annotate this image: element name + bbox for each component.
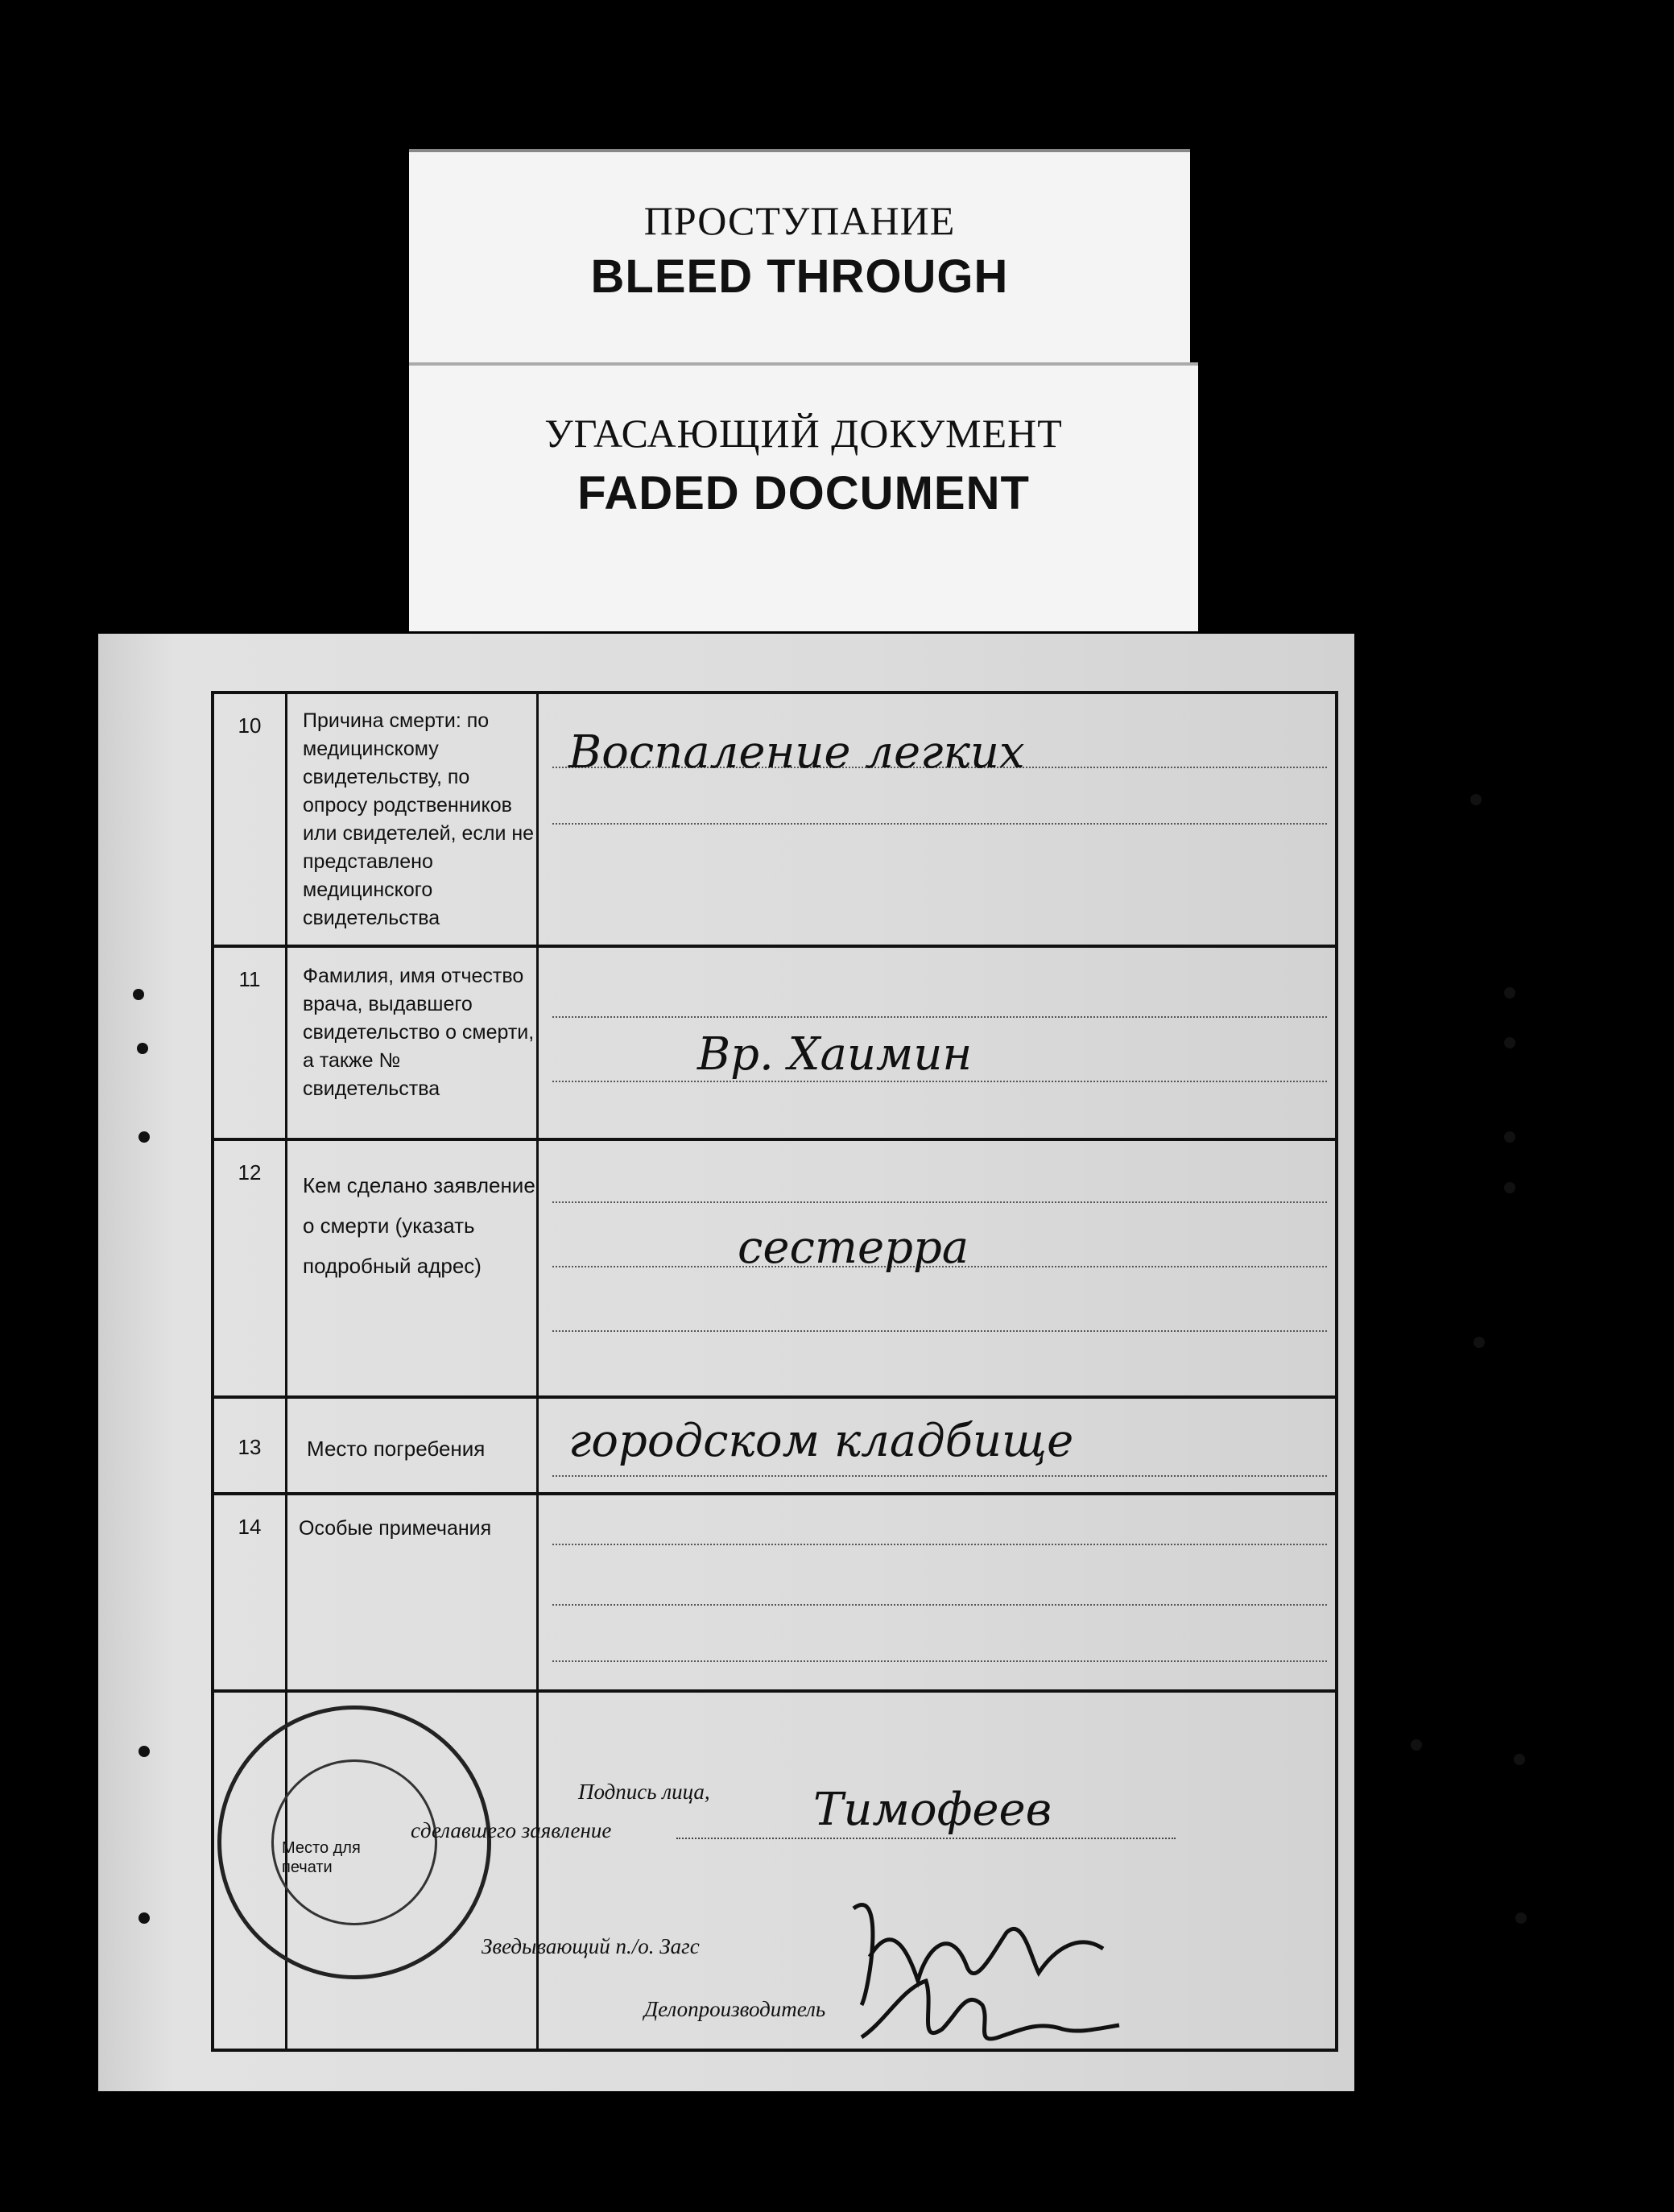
dotted-line — [552, 1330, 1327, 1332]
punch-hole — [1515, 1912, 1527, 1924]
registrar-head-label: Зведывающий п./о. Загс — [482, 1934, 700, 1958]
clerk-signature — [854, 1957, 1127, 2061]
row-label: Причина смерти: по медицинскому свидетельству, по опросу родственников или свидетелей, если не представлено медицинского свидетельства — [303, 709, 535, 929]
punch-hole — [1504, 1037, 1515, 1048]
seal-placeholder-label: Место для печати — [282, 1839, 361, 1876]
row-label: Особые примечания — [299, 1517, 492, 1540]
signature-label-2: сделавшего заявление — [411, 1818, 612, 1842]
punch-hole — [138, 1746, 150, 1757]
handwritten-value: Вр. Хаимин — [697, 1028, 973, 1081]
dotted-line — [552, 1081, 1327, 1082]
bleed-through-ru: ПРОСТУПАНИЕ — [643, 198, 956, 243]
punch-hole — [1504, 1131, 1515, 1143]
form-row-12 — [214, 1141, 1335, 1399]
form-row-10 — [214, 694, 1335, 948]
dotted-line — [552, 1544, 1327, 1545]
row-number: 14 — [238, 1515, 262, 1539]
faded-document-en: FADED DOCUMENT — [577, 467, 1030, 519]
dotted-line — [552, 1660, 1327, 1662]
faded-document-card — [409, 362, 1198, 631]
punch-hole — [1504, 1182, 1515, 1193]
row-number: 13 — [238, 1435, 262, 1459]
signature-label-1: Подпись лица, — [578, 1780, 710, 1804]
form-row-11 — [214, 948, 1335, 1141]
handwritten-value: сестерра — [738, 1222, 969, 1274]
punch-hole — [133, 989, 144, 1000]
declarant-signature: Тимофеев — [813, 1784, 1052, 1836]
row-label: Место погребения — [307, 1437, 486, 1461]
row-number: 11 — [238, 967, 261, 991]
form-row-14 — [214, 1495, 1335, 1693]
dotted-line — [552, 1475, 1327, 1477]
clerk-label: Делопроизводитель — [644, 1997, 826, 2021]
faded-document-ru: УГАСАЮЩИЙ ДОКУМЕНТ — [544, 411, 1063, 456]
row-label: Фамилия, имя отчество врача, выдавшего свидетельство о смерти, а также № свидетельства — [303, 965, 535, 1100]
row-label: Кем сделано заявление о смерти (указать подробный адрес) — [303, 1173, 535, 1278]
handwritten-value: Воспаление легких — [568, 726, 1025, 779]
punch-hole — [1411, 1739, 1422, 1751]
punch-hole — [1470, 794, 1482, 805]
bleed-through-card — [409, 149, 1190, 391]
bleed-through-en: BLEED THROUGH — [590, 250, 1009, 303]
signature-line — [676, 1838, 1176, 1839]
punch-hole — [137, 1043, 148, 1054]
punch-hole — [138, 1131, 150, 1143]
punch-hole — [1474, 1337, 1485, 1348]
dotted-line — [552, 1201, 1327, 1203]
dotted-line — [552, 1604, 1327, 1606]
punch-hole — [138, 1912, 150, 1924]
dotted-line — [552, 1016, 1327, 1018]
punch-hole — [1514, 1754, 1525, 1765]
form-row-13 — [214, 1399, 1335, 1495]
row-number: 10 — [238, 713, 262, 738]
punch-hole — [1504, 987, 1515, 999]
dotted-line — [552, 823, 1327, 825]
handwritten-value: городском кладбище — [568, 1415, 1074, 1467]
row-number: 12 — [238, 1160, 262, 1185]
